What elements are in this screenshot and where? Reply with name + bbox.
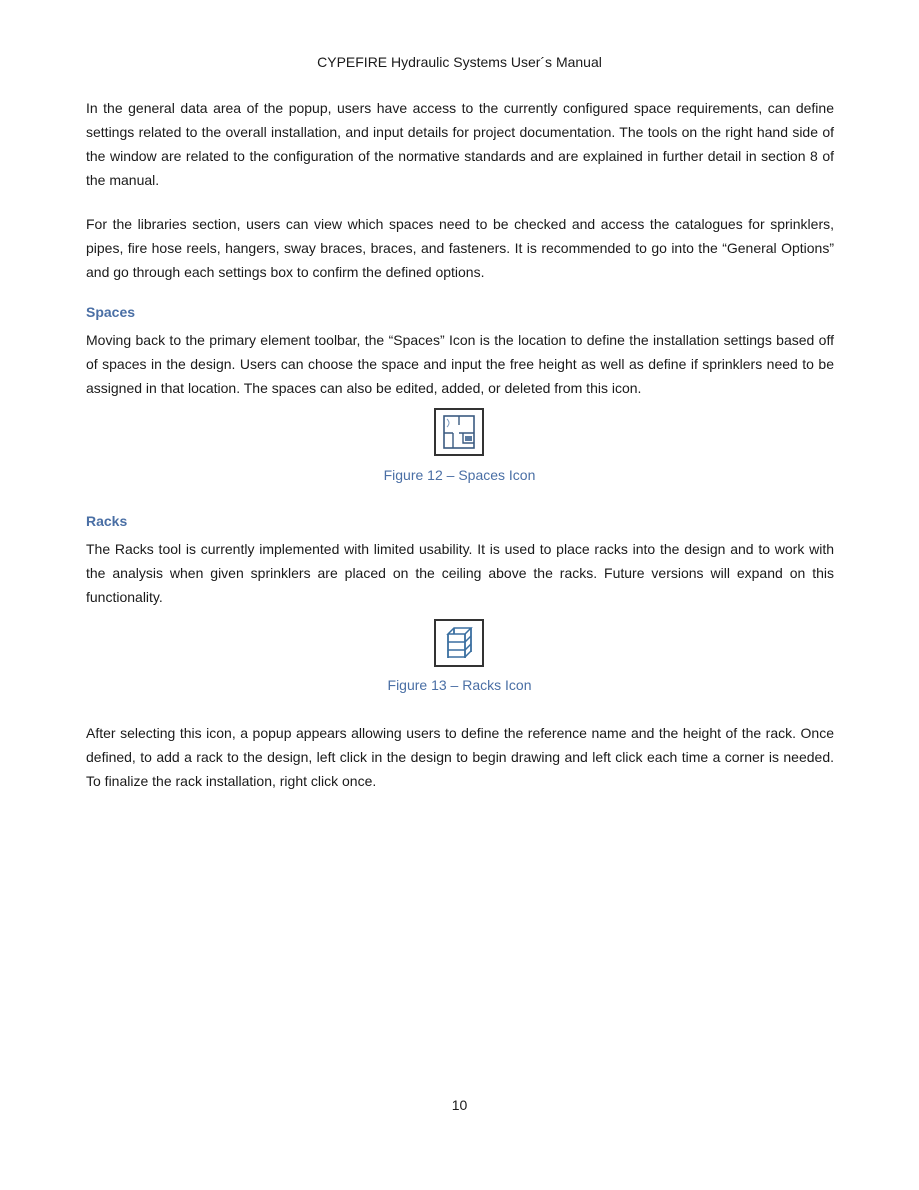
page-header: CYPEFIRE Hydraulic Systems User´s Manual <box>317 54 602 70</box>
libraries-paragraph: For the libraries section, users can view which spaces need to be checked and access the catalogues for sprinklers, pipes, fire hose reels, hangers, sway braces, braces, and fasteners. It is recommended to go into the “General Options” and go through each settings box to confirm the defined options. <box>86 216 834 280</box>
page-number: 10 <box>451 1097 468 1113</box>
racks-paragraph: The Racks tool is currently implemented with limited usability. It is used to place racks into the design and to work with the analysis when given sprinklers are placed on the ceiling above the racks. Future versions will expand on this functionality. <box>86 541 834 605</box>
spaces-icon <box>434 408 484 456</box>
after-racks-paragraph: After selecting this icon, a popup appears allowing users to define the reference name and the height of the rack. Once defined, to add a rack to the design, left click in the design to begin drawing and left click each time a corner is needed. To finalize the rack installation, right click once. <box>86 725 834 789</box>
general-data-paragraph: In the general data area of the popup, users have access to the currently configured space requirements, can define settings related to the overall installation, and input details for project documentation. The tools on the right hand side of the window are related to the configuration of the normative standards and are explained in further detail in section 8 of the manual. <box>86 100 834 188</box>
spaces-paragraph: Moving back to the primary element toolbar, the “Spaces” Icon is the location to define the installation settings based off of spaces in the design. Users can choose the space and input the free height as well as define if sprinklers need to be assigned in that location. The spaces can also be edited, added, or deleted from this icon. <box>86 332 834 396</box>
figure-13-caption: Figure 13 – Racks Icon <box>387 677 532 693</box>
racks-icon <box>434 619 484 667</box>
spaces-heading: Spaces <box>86 304 136 320</box>
figure-12-caption: Figure 12 – Spaces Icon <box>383 467 536 483</box>
racks-heading: Racks <box>86 513 128 529</box>
